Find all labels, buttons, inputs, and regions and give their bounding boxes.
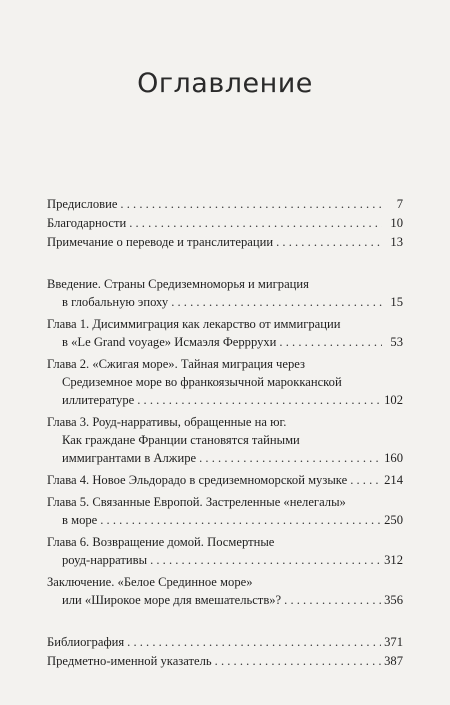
toc-entry-preface bbox=[47, 195, 403, 213]
toc-page-number: 102 bbox=[384, 393, 403, 407]
toc-entry-title-cont: в море bbox=[62, 513, 98, 527]
toc-entry-title: Примечание о переводе и транслитерации bbox=[47, 235, 274, 249]
toc-page-number: 312 bbox=[384, 553, 403, 567]
toc-entry-title-cont: роуд-нарративы bbox=[62, 553, 148, 567]
toc-entry-bibliography bbox=[47, 633, 403, 651]
leader-dots bbox=[215, 652, 381, 670]
leader-dots bbox=[137, 391, 381, 409]
page-title: Оглавление bbox=[137, 68, 313, 99]
table-of-contents bbox=[47, 195, 403, 670]
toc-entry-title-cont: в «Le Grand voyage» Исмаэля Ферррухи bbox=[62, 335, 277, 349]
toc-entry-chapter-4 bbox=[47, 471, 403, 489]
toc-entry-title: Глава 5. Связанные Европой. Застреленные «нелегалы» bbox=[47, 495, 346, 509]
toc-page-number: 250 bbox=[384, 513, 403, 527]
toc-entry-index bbox=[47, 652, 403, 670]
toc-entry-conclusion bbox=[47, 573, 403, 609]
toc-entry-title: Заключение. «Белое Срединное море» bbox=[47, 575, 253, 589]
toc-page-number: 214 bbox=[384, 473, 403, 487]
toc-entry-chapter-3 bbox=[47, 413, 403, 467]
leader-dots bbox=[350, 471, 381, 489]
toc-entry-introduction bbox=[47, 275, 403, 311]
toc-page-number: 10 bbox=[390, 216, 403, 230]
toc-entry-title: Глава 1. Дисиммиграция как лекарство от иммиграции bbox=[47, 317, 341, 331]
toc-entry-acknowledgements bbox=[47, 214, 403, 232]
toc-entry-title-cont: в глобальную эпоху bbox=[62, 295, 169, 309]
toc-entry-title: Глава 3. Роуд-нарративы, обращенные на юг. bbox=[47, 415, 287, 429]
toc-entry-chapter-5 bbox=[47, 493, 403, 529]
leader-dots bbox=[171, 293, 382, 311]
toc-entry-chapter-1 bbox=[47, 315, 403, 351]
toc-page-number: 15 bbox=[390, 295, 403, 309]
toc-page-number: 356 bbox=[384, 593, 403, 607]
leader-dots bbox=[120, 195, 382, 213]
toc-entry-title: Введение. Страны Средиземноморья и миграция bbox=[47, 277, 309, 291]
toc-page-number: 371 bbox=[384, 635, 403, 649]
toc-page-number: 387 bbox=[384, 654, 403, 668]
toc-entry-title-cont: иммигрантами в Алжире bbox=[62, 451, 197, 465]
toc-entry-title-cont: или «Широкое море для вмешательств»? bbox=[62, 593, 282, 607]
toc-entry-title-cont: иллитературе bbox=[62, 393, 135, 407]
toc-entry-chapter-6 bbox=[47, 533, 403, 569]
leader-dots bbox=[279, 333, 382, 351]
leader-dots bbox=[150, 551, 381, 569]
leader-dots bbox=[129, 214, 382, 232]
toc-entry-chapter-2 bbox=[47, 355, 403, 409]
leader-dots bbox=[284, 591, 381, 609]
toc-page-number: 53 bbox=[390, 335, 403, 349]
toc-entry-title-cont: Как граждане Франции становятся тайными bbox=[62, 433, 300, 447]
toc-entry-translation-note bbox=[47, 233, 403, 251]
toc-entry-title: Библиография bbox=[47, 635, 125, 649]
toc-entry-title: Благодарности bbox=[47, 216, 127, 230]
leader-dots bbox=[199, 449, 381, 467]
toc-entry-title: Предисловие bbox=[47, 197, 118, 211]
toc-entry-title: Глава 2. «Сжигая море». Тайная миграция через bbox=[47, 357, 305, 371]
leader-dots bbox=[100, 511, 381, 529]
toc-page-number: 13 bbox=[390, 235, 403, 249]
leader-dots bbox=[276, 233, 382, 251]
toc-page-number: 160 bbox=[384, 451, 403, 465]
toc-entry-title: Глава 4. Новое Эльдорадо в средиземноморской музыке bbox=[47, 473, 348, 487]
toc-page-number: 7 bbox=[396, 197, 403, 211]
toc-entry-title: Предметно-именной указатель bbox=[47, 654, 212, 668]
toc-entry-title-cont: Средиземное море во франкоязычной марокканской bbox=[62, 375, 342, 389]
toc-entry-title: Глава 6. Возвращение домой. Посмертные bbox=[47, 535, 275, 549]
leader-dots bbox=[127, 633, 381, 651]
